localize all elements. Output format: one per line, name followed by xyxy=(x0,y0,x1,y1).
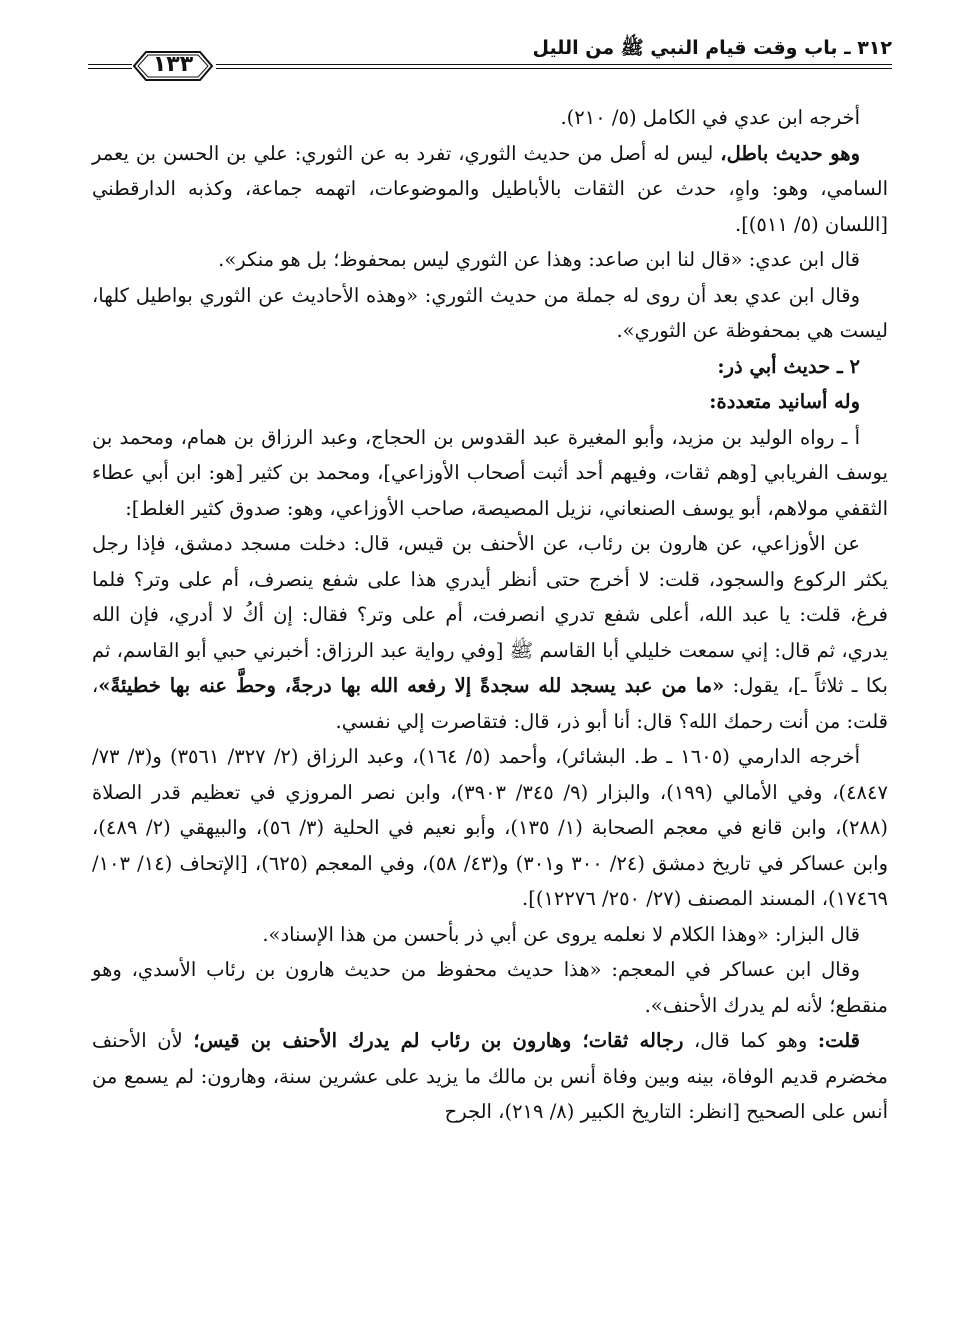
bold-phrase: قلت: xyxy=(817,1029,860,1052)
paragraph: أ ـ رواه الوليد بن مزيد، وأبو المغيرة عبد القدوس بن الحجاج، وعبد الرزاق بن همام، ومحمد بن يوسف الفريابي [وهم ثقات، وفيهم أحد أثبت أصحاب الأوزاعي]، ومحمد بن كثير [هو: ابن أبي عطاء الثقفي مولاهم، أبو يوسف الصنعاني، نزيل المصيصة، صاحب الأوزاعي، وهو: صدوق كثير الغلط]: xyxy=(92,425,888,520)
paragraph xyxy=(92,136,888,243)
header-rule-right xyxy=(216,64,892,69)
page-header xyxy=(88,32,892,92)
page-number-badge xyxy=(132,48,214,84)
paragraph: وقال ابن عساكر في المعجم: «هذا حديث محفوظ من حديث هارون بن رئاب الأسدي، وهو منقطع؛ لأنه لم يدرك الأحنف». xyxy=(92,958,888,1017)
header-rule-left xyxy=(88,64,132,69)
section-heading: ٢ ـ حديث أبي ذر: xyxy=(717,354,860,378)
paragraph-text: ، قلت: من أنت رحمك الله؟ قال: أنا أبو ذر، قال: فتقاصرت إلي نفسي. xyxy=(92,674,888,733)
paragraph-text: وهو كما قال، xyxy=(683,1029,818,1052)
paragraph xyxy=(92,1023,888,1130)
paragraph-text: لأن الأحنف مخضرم قديم الوفاة، بينه وبين وفاة أنس بن مالك ما يزيد على عشرين سنة، وهارون: لم يسمع من أنس على الصحيح [انظر: التاريخ الكبير (٨/ ٢١٩)، الجرح xyxy=(92,1029,888,1123)
paragraph xyxy=(92,526,888,739)
paragraph: قال ابن عدي: «قال لنا ابن صاعد: وهذا عن الثوري ليس بمحفوظ؛ بل هو منكر». xyxy=(218,248,860,271)
bold-phrase: وهو حديث باطل، xyxy=(720,141,860,165)
paragraph: أخرجه الدارمي (١٦٠٥ ـ ط. البشائر)، وأحمد (٥/ ١٦٤)، وعبد الرزاق (٢/ ٣٢٧/ ٣٥٦١) و(٣/ ٧٣/ ٤٨٤٧)، وفي الأمالي (١٩٩)، والبزار (٩/ ٣٤٥/ ٣٩٠٣)، وابن نصر المروزي في تعظيم قدر الصلاة (٢٨٨)، وابن قانع في معجم الصحابة (١/ ١٣٥)، وأبو نعيم في الحلية (٣/ ٥٦)، والبيهقي (٢/ ٤٨٩)، وابن عساكر في تاريخ دمشق (٢٤/ ٣٠٠ و٣٠١) و(٤٣/ ٥٨)، وفي المعجم (٦٢٥)، [الإتحاف (١٤/ ١٠٣/ ١٧٤٦٩)، المسند المصنف (٢٧/ ٢٥٠/ ١٢٢٧٦)]. xyxy=(92,745,889,910)
paragraph-text: عن الأوزاعي، عن هارون بن رئاب، عن الأحنف بن قيس، قال: دخلت مسجد دمشق، فإذا رجل يكثر الركوع والسجود، قلت: لا أخرج حتى أنظر أيدري هذا على شفع ينصرف، أم على وتر؟ فلما فرغ، قلت: يا عبد الله، أعلى شفع تدري انصرفت، أم على وتر؟ فقال: إن أكُ لا أدري، فإن الله يدري، ثم قال: إني سمعت خليلي أبا القاسم ﷺ [وفي رواية عبد الرزاق: أخبرني حبي أبو القاسم، ثم بكا ـ ثلاثاً ـ]، يقول: xyxy=(92,532,888,697)
page-number: ١٣٣ xyxy=(152,52,194,77)
page-body xyxy=(92,100,888,1130)
paragraph-text: ليس له أصل من حديث الثوري، تفرد به عن الثوري: علي بن الحسن بن يعمر السامي، وهو: واهٍ، حدث عن الثقات بالأباطيل والموضوعات، اتهمه جماعة، وكذبه الدارقطني [اللسان (٥/ ٥١١)]. xyxy=(92,141,888,236)
bold-phrase: رجاله ثقات؛ وهارون بن رئاب لم يدرك الأحنف بن قيس؛ xyxy=(193,1029,684,1052)
running-title: ٣١٢ ـ باب وقت قيام النبي ﷺ من الليل xyxy=(532,37,892,59)
sub-heading: وله أسانيد متعددة: xyxy=(709,390,860,413)
paragraph: وقال ابن عدي بعد أن روى له جملة من حديث الثوري: «وهذه الأحاديث عن الثوري بواطيل كلها، ليست هي بمحفوظة عن الثوري». xyxy=(92,283,888,342)
paragraph: قال البزار: «وهذا الكلام لا نعلمه يروى عن أبي ذر بأحسن من هذا الإسناد». xyxy=(262,922,860,946)
hadith-text: «ما من عبد يسجد لله سجدةً إلا رفعه الله بها درجةً، وحطَّ عنه بها خطيئةً» xyxy=(98,674,725,697)
paragraph: أخرجه ابن عدي في الكامل (٥/ ٢١٠). xyxy=(560,106,860,129)
